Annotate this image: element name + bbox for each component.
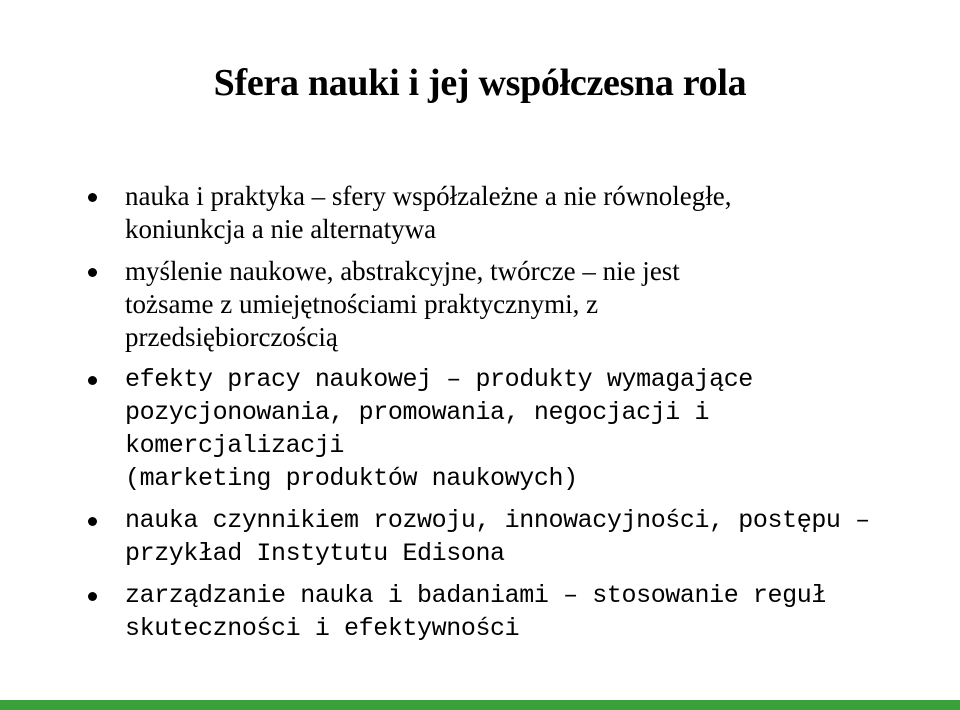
bullet-item-5 <box>80 579 940 645</box>
bullet-text: myślenie naukowe, abstrakcyjne, twórcze – nie jest tożsame z umiejętnościami praktycznymi, z przedsiębiorczością <box>125 256 680 352</box>
bullet-text: nauka czynnikiem rozwoju, innowacyjności, postępu – przykład Instytutu Edisona <box>125 506 870 568</box>
bullet-item-1 <box>80 180 940 246</box>
bullet-dot-icon <box>88 517 97 526</box>
bullet-text: zarządzanie nauka i badaniami – stosowanie reguł skuteczności i efektywności <box>125 581 826 643</box>
bullet-dot-icon <box>88 193 97 202</box>
bullet-list <box>80 180 940 654</box>
slide-title: Sfera nauki i jej współczesna rola <box>213 62 747 104</box>
bullet-dot-icon <box>88 376 97 385</box>
bullet-item-2 <box>80 255 940 354</box>
bullet-text: nauka i praktyka – sfery współzależne a nie równoległe, koniunkcja a nie alternatywa <box>125 181 732 244</box>
bullet-item-3 <box>80 363 940 495</box>
bullet-text: efekty pracy naukowej – produkty wymagające pozycjonowania, promowania, negocjacji i komercjalizacji (marketing produktów naukowych) <box>125 365 753 493</box>
bullet-dot-icon <box>88 592 97 601</box>
bullet-dot-icon <box>88 268 97 277</box>
bullet-item-4 <box>80 504 940 570</box>
accent-bar <box>0 700 960 710</box>
